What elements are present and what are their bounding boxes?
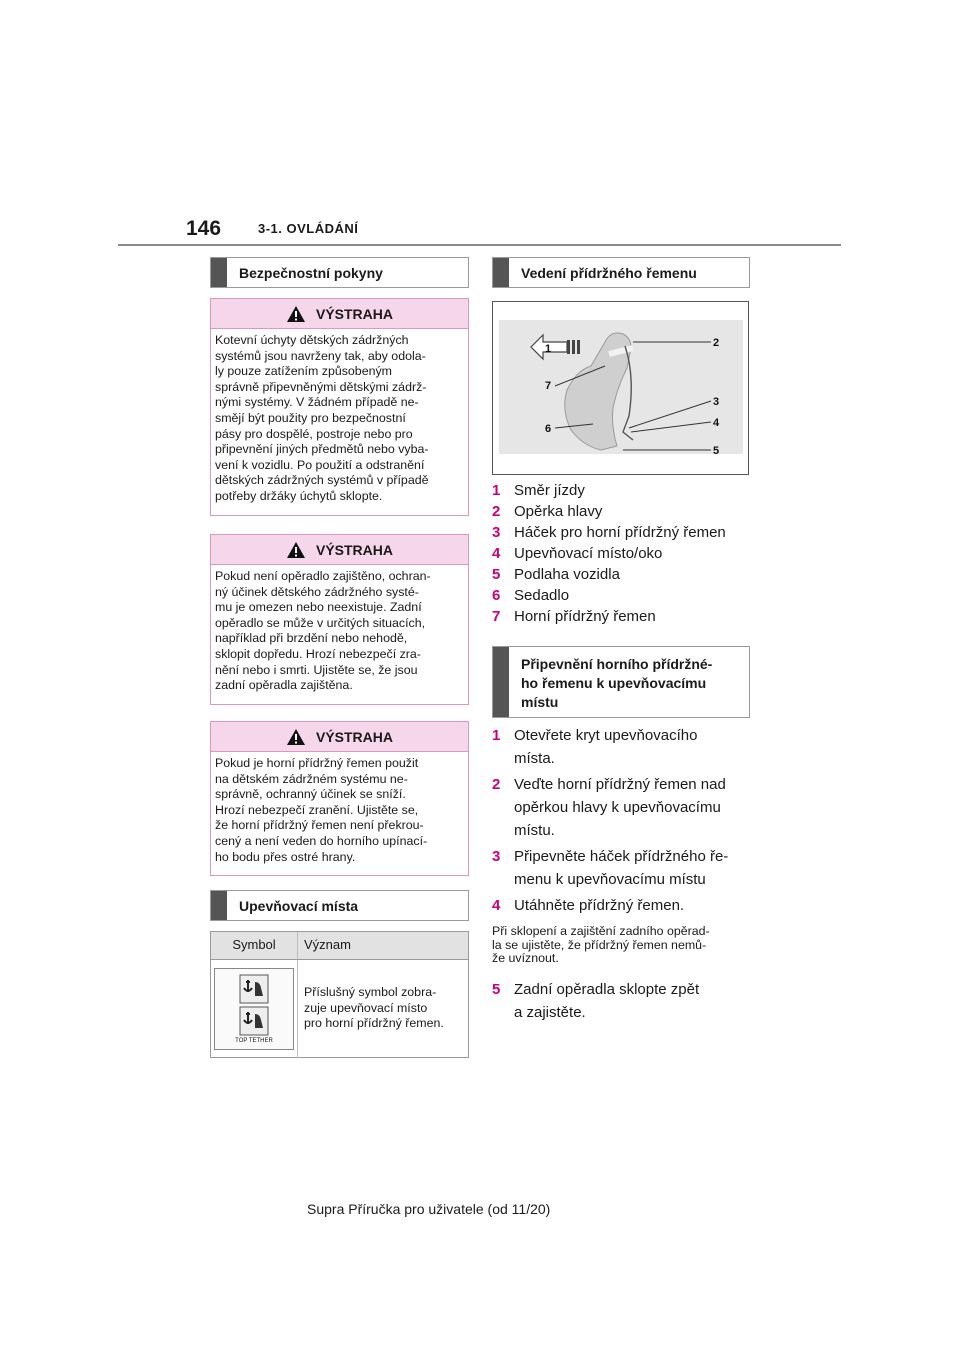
- list-item: 4 Upevňovací místo/oko: [492, 545, 663, 562]
- list-item: 6 Sedadlo: [492, 587, 570, 604]
- warning-line: například při brzdění nebo nehodě,: [215, 631, 408, 646]
- warning-line: správně, ochranný účinek se sníží.: [215, 787, 406, 802]
- step-item: 1 Otevřete kryt upevňovacího místa.: [492, 727, 698, 767]
- warning-body-2: [211, 565, 468, 694]
- warning-line: Kotevní úchyty dětských zádržných: [215, 333, 409, 347]
- step-item: 5 Zadní opěradla sklopte zpět a zajistěte.: [492, 981, 700, 1021]
- section-routing-title: Vedení přídržného řemenu: [521, 265, 697, 281]
- seat-illustration: [493, 302, 748, 474]
- section-routing-heading: [492, 257, 750, 288]
- warning-line: dětských zádržných systémů v případě: [215, 473, 429, 488]
- warning-triangle-icon: [286, 728, 306, 746]
- warning-title-2: VÝSTRAHA: [315, 541, 393, 558]
- warning-body-3: [211, 752, 468, 865]
- figure-label-7: 7: [545, 380, 552, 392]
- child-seat-anchor-icon: [239, 974, 269, 1004]
- meaning-line: pro horní přídržný řemen.: [304, 1016, 444, 1031]
- figure-label-3: 3: [713, 396, 720, 408]
- list-item: 5 Podlaha vozidla: [492, 566, 620, 583]
- warning-title-3: VÝSTRAHA: [315, 728, 393, 745]
- meaning-line: zuje upevňovací místo: [304, 1000, 428, 1015]
- warning-header-1: [211, 299, 468, 329]
- figure-legend: [492, 480, 726, 627]
- warning-line: pásy pro dospělé, postroje nebo pro: [215, 426, 413, 441]
- warning-line: Hrozí nebezpečí zranění. Ujistěte se,: [215, 802, 419, 817]
- warning-box-1: [210, 298, 469, 516]
- table-meaning-cell: [298, 960, 446, 1058]
- warning-line: smějí být použity pro bezpečnostní: [215, 410, 406, 425]
- top-tether-symbol: [214, 968, 294, 1050]
- figure-label-6: 6: [545, 423, 552, 435]
- warning-header-2: [211, 535, 468, 565]
- chapter-title: 3-1. OVLÁDÁNÍ: [258, 221, 359, 236]
- list-item: 2 Opěrka hlavy: [492, 503, 603, 520]
- warning-box-3: [210, 721, 469, 876]
- figure-label-2: 2: [713, 337, 720, 349]
- anchor-symbol-table: [210, 931, 469, 1058]
- section-anchor-title: Upevňovací místa: [239, 898, 359, 914]
- warning-line: ný účinek dětského zádržného systé-: [215, 584, 419, 599]
- warning-line: zadní opěradla zajištěna.: [215, 678, 353, 693]
- top-tether-caption: TOP TETHER: [235, 1038, 273, 1044]
- section-safety-title: Bezpečnostní pokyny: [239, 265, 383, 281]
- section-attach-heading: [492, 646, 750, 718]
- warning-line: ho bodu přes ostré hrany.: [215, 849, 356, 864]
- warning-triangle-icon: [286, 305, 306, 323]
- warning-line: připevnění jiných předmětů nebo vyba-: [215, 442, 429, 457]
- warning-line: potřeby držáky úchytů sklopte.: [215, 488, 383, 503]
- table-header: [211, 932, 468, 960]
- warning-line: Pokud je horní přídržný řemen použit: [215, 756, 419, 770]
- step-5: [492, 978, 699, 1024]
- warning-line: Pokud není opěradlo zajištěno, ochran-: [215, 569, 431, 583]
- figure-label-1: 1: [545, 343, 552, 355]
- warning-title-1: VÝSTRAHA: [315, 305, 393, 322]
- warning-line: mu je omezen nebo neexistuje. Zadní: [215, 600, 422, 615]
- page-number: 146: [186, 217, 222, 240]
- warning-body-1: [211, 329, 468, 505]
- warning-line: ly pouze zatížením způsobeným: [215, 364, 393, 379]
- warning-box-2: [210, 534, 469, 705]
- table-col-meaning: Význam: [304, 937, 351, 952]
- table-row: [211, 960, 468, 1058]
- table-col-symbol: Symbol: [211, 932, 298, 959]
- top-tether-icon: [239, 1006, 269, 1036]
- warning-header-3: [211, 722, 468, 752]
- list-item: 1 Směr jízdy: [492, 482, 585, 499]
- warning-line: správně připevněnými dětskými zádrž-: [215, 379, 427, 394]
- list-item: 3 Háček pro horní přídržný řemen: [492, 524, 726, 541]
- figure-label-4: 4: [713, 417, 720, 429]
- section-attach-title: Připevnění horního přídržné- ho řemenu k upevňovacímu místu: [521, 656, 713, 710]
- warning-line: na dětském zádržném systému ne-: [215, 771, 408, 786]
- warning-line: vení k vozidlu. Po použití a odstranění: [215, 457, 425, 472]
- warning-line: opěradlo se může v určitých situacích,: [215, 615, 426, 630]
- tether-routing-figure: [492, 301, 749, 475]
- warning-line: nými systémy. V žádném případě ne-: [215, 395, 419, 410]
- step-item: 3 Připevněte háček přídržného ře- menu k upevňovacímu místu: [492, 848, 729, 888]
- warning-line: systémů jsou navrženy tak, aby odola-: [215, 348, 426, 363]
- header-rule: [118, 244, 841, 246]
- warning-line: cený a není veden do horního upínací-: [215, 833, 428, 848]
- section-anchor-heading: [210, 890, 469, 921]
- meaning-line: Příslušný symbol zobra-: [304, 985, 437, 999]
- figure-label-5: 5: [713, 445, 720, 457]
- section-safety-heading: [210, 257, 469, 288]
- footer-text: Supra Příručka pro uživatele (od 11/20): [307, 1201, 551, 1217]
- warning-triangle-icon: [286, 541, 306, 559]
- warning-line: že horní přídržný řemen není překrou-: [215, 818, 424, 833]
- warning-line: sklopit dopředu. Hrozí nebezpečí zra-: [215, 646, 421, 661]
- note-text: Při sklopení a zajištění zadního opěrad- la se ujistěte, že přídržný řemen nemů- že uvíznout.: [492, 924, 710, 965]
- step-item: 4 Utáhněte přídržný řemen.: [492, 897, 685, 914]
- step-item: 2 Veďte horní přídržný řemen nad opěrkou hlavy k upevňovacímu místu.: [492, 776, 726, 839]
- list-item: 7 Horní přídržný řemen: [492, 608, 656, 625]
- warning-line: nění nebo i smrti. Ujistěte se, že jsou: [215, 662, 418, 677]
- attach-steps: [492, 724, 728, 917]
